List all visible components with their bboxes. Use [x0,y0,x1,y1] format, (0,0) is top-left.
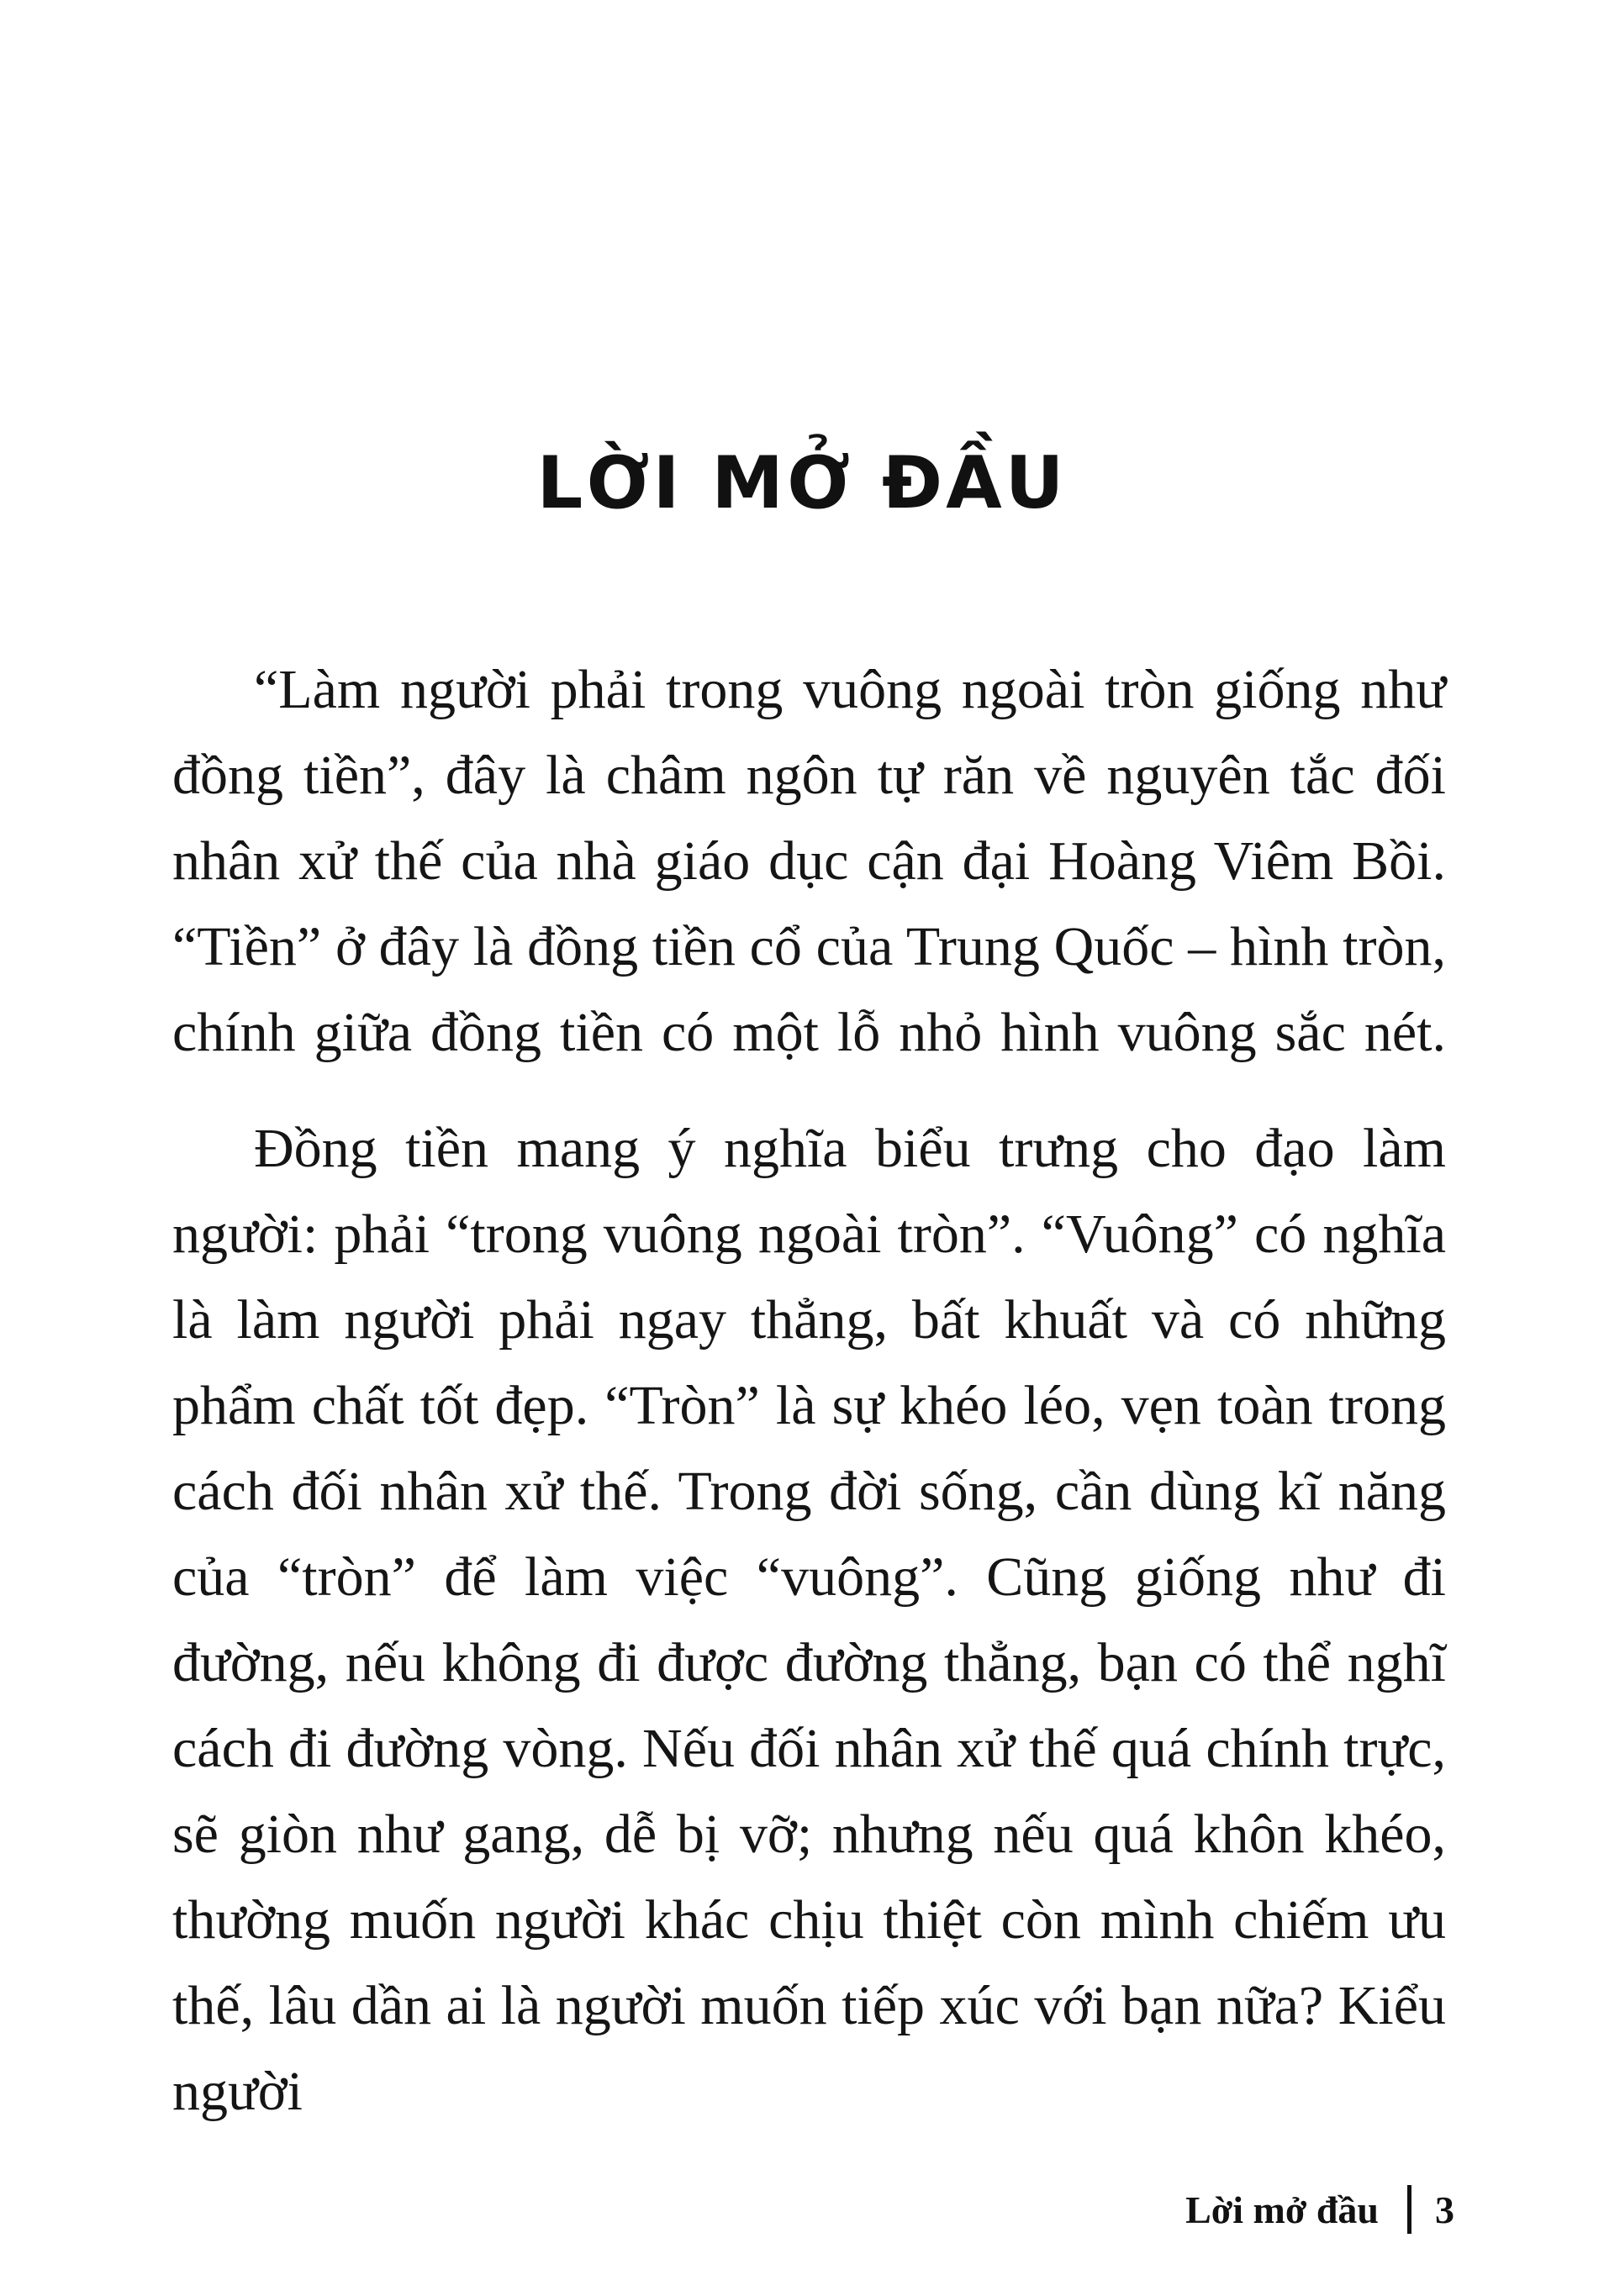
body-text [172,647,1446,2135]
page-number: 3 [1435,2188,1454,2231]
paragraph-1: “Làm người phải trong vuông ngoài tròn giống như đồng tiền”, đây là châm ngôn tự răn về nguyên tắc đối nhân xử thế của nhà giáo dục cận đại Hoàng Viêm Bồi. “Tiền” ở đây là đồng tiền cổ của Trung Quốc – hình tròn, chính giữa đồng tiền có một lỗ nhỏ hình vuông sắc nét. [172,659,1446,1063]
chapter-title: LỜI MỞ ĐẦU [536,441,1068,525]
running-footer-section: Lời mở đầu [1185,2188,1379,2231]
page-footer [1185,2185,1454,2234]
footer-separator [1407,2185,1411,2234]
paragraph-2: Đồng tiền mang ý nghĩa biểu trưng cho đạo làm người: phải “trong vuông ngoài tròn”. “Vuông” có nghĩa là làm người phải ngay thẳng, bất khuất và có những phẩm chất tốt đẹp. “Tròn” là sự khéo léo, vẹn toàn trong cách đối nhân xử thế. Trong đời sống, cần dùng kĩ năng của “tròn” để làm việc “vuông”. Cũng giống như đi đường, nếu không đi được đường thẳng, bạn có thể nghĩ cách đi đường vòng. Nếu đối nhân xử thế quá chính trực, sẽ giòn như gang, dễ bị vỡ; nhưng nếu quá khôn khéo, thường muốn người khác chịu thiệt còn mình chiếm ưu thế, lâu dần ai là người muốn tiếp xúc với bạn nữa? Kiểu người [172,1118,1446,2122]
